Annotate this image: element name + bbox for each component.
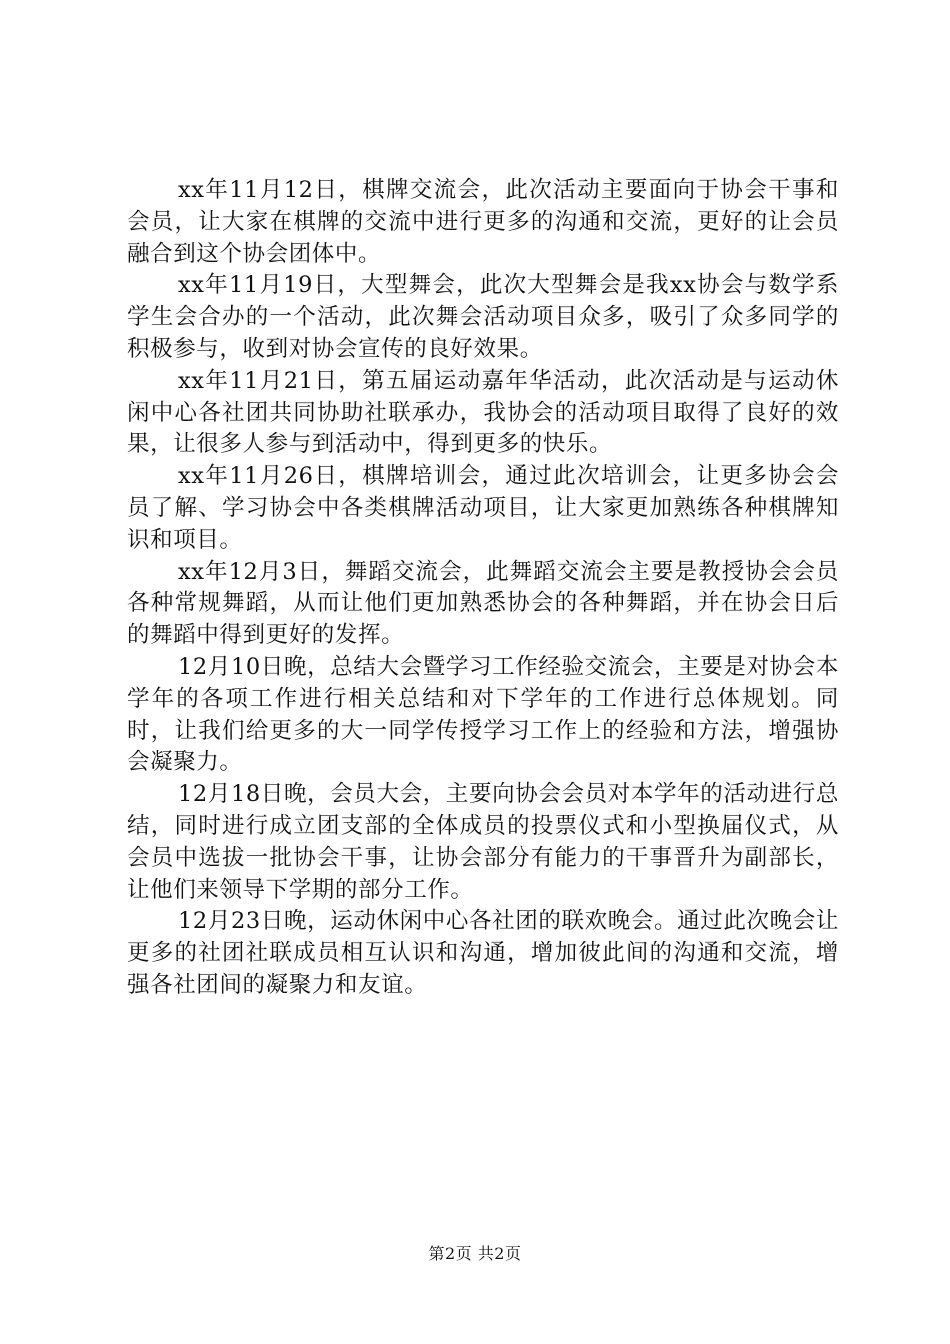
paragraph: 12月10日晚，总结大会暨学习工作经验交流会，主要是对协会本学年的各项工作进行相关总结和对下学年的工作进行总体规划。同时，让我们给更多的大一同学传授学习工作上的经验和方法，增强协会凝聚力。 <box>127 653 839 776</box>
paragraph: xx年11月26日，棋牌培训会，通过此次培训会，让更多协会会员了解、学习协会中各类棋牌活动项目，让大家更加熟练各种棋牌知识和项目。 <box>127 463 839 553</box>
paragraph: xx年11月19日，大型舞会，此次大型舞会是我xx协会与数学系学生会合办的一个活动，此次舞会活动项目众多，吸引了众多同学的积极参与，收到对协会宣传的良好效果。 <box>127 272 839 362</box>
paragraph: xx年11月21日，第五届运动嘉年华活动，此次活动是与运动休闲中心各社团共同协助社联承办，我协会的活动项目取得了良好的效果，让很多人参与到活动中，得到更多的快乐。 <box>127 367 839 458</box>
paragraph: xx年11月12日，棋牌交流会，此次活动主要面向于协会干事和会员，让大家在棋牌的交流中进行更多的沟通和交流，更好的让会员融合到这个协会团体中。 <box>127 177 839 267</box>
paragraph: xx年12月3日，舞蹈交流会，此舞蹈交流会主要是教授协会会员各种常规舞蹈，从而让他们更加熟悉协会的各种舞蹈，并在协会日后的舞蹈中得到更好的发挥。 <box>127 558 839 649</box>
page-number-footer: 第2页 共2页 <box>428 1244 522 1263</box>
document-body <box>127 175 839 1002</box>
paragraph: 12月18日晚，会员大会，主要向协会会员对本学年的活动进行总结，同时进行成立团支部的全体成员的投票仪式和小型换届仪式，从会员中选拔一批协会干事，让协会部分有能力的干事晋升为副部长，让他们来领导下学期的部分工作。 <box>127 781 839 903</box>
paragraph: 12月23日晚，运动休闲中心各社团的联欢晚会。通过此次晚会让更多的社团社联成员相互认识和沟通，增加彼此间的沟通和交流，增强各社团间的凝聚力和友谊。 <box>127 908 839 998</box>
